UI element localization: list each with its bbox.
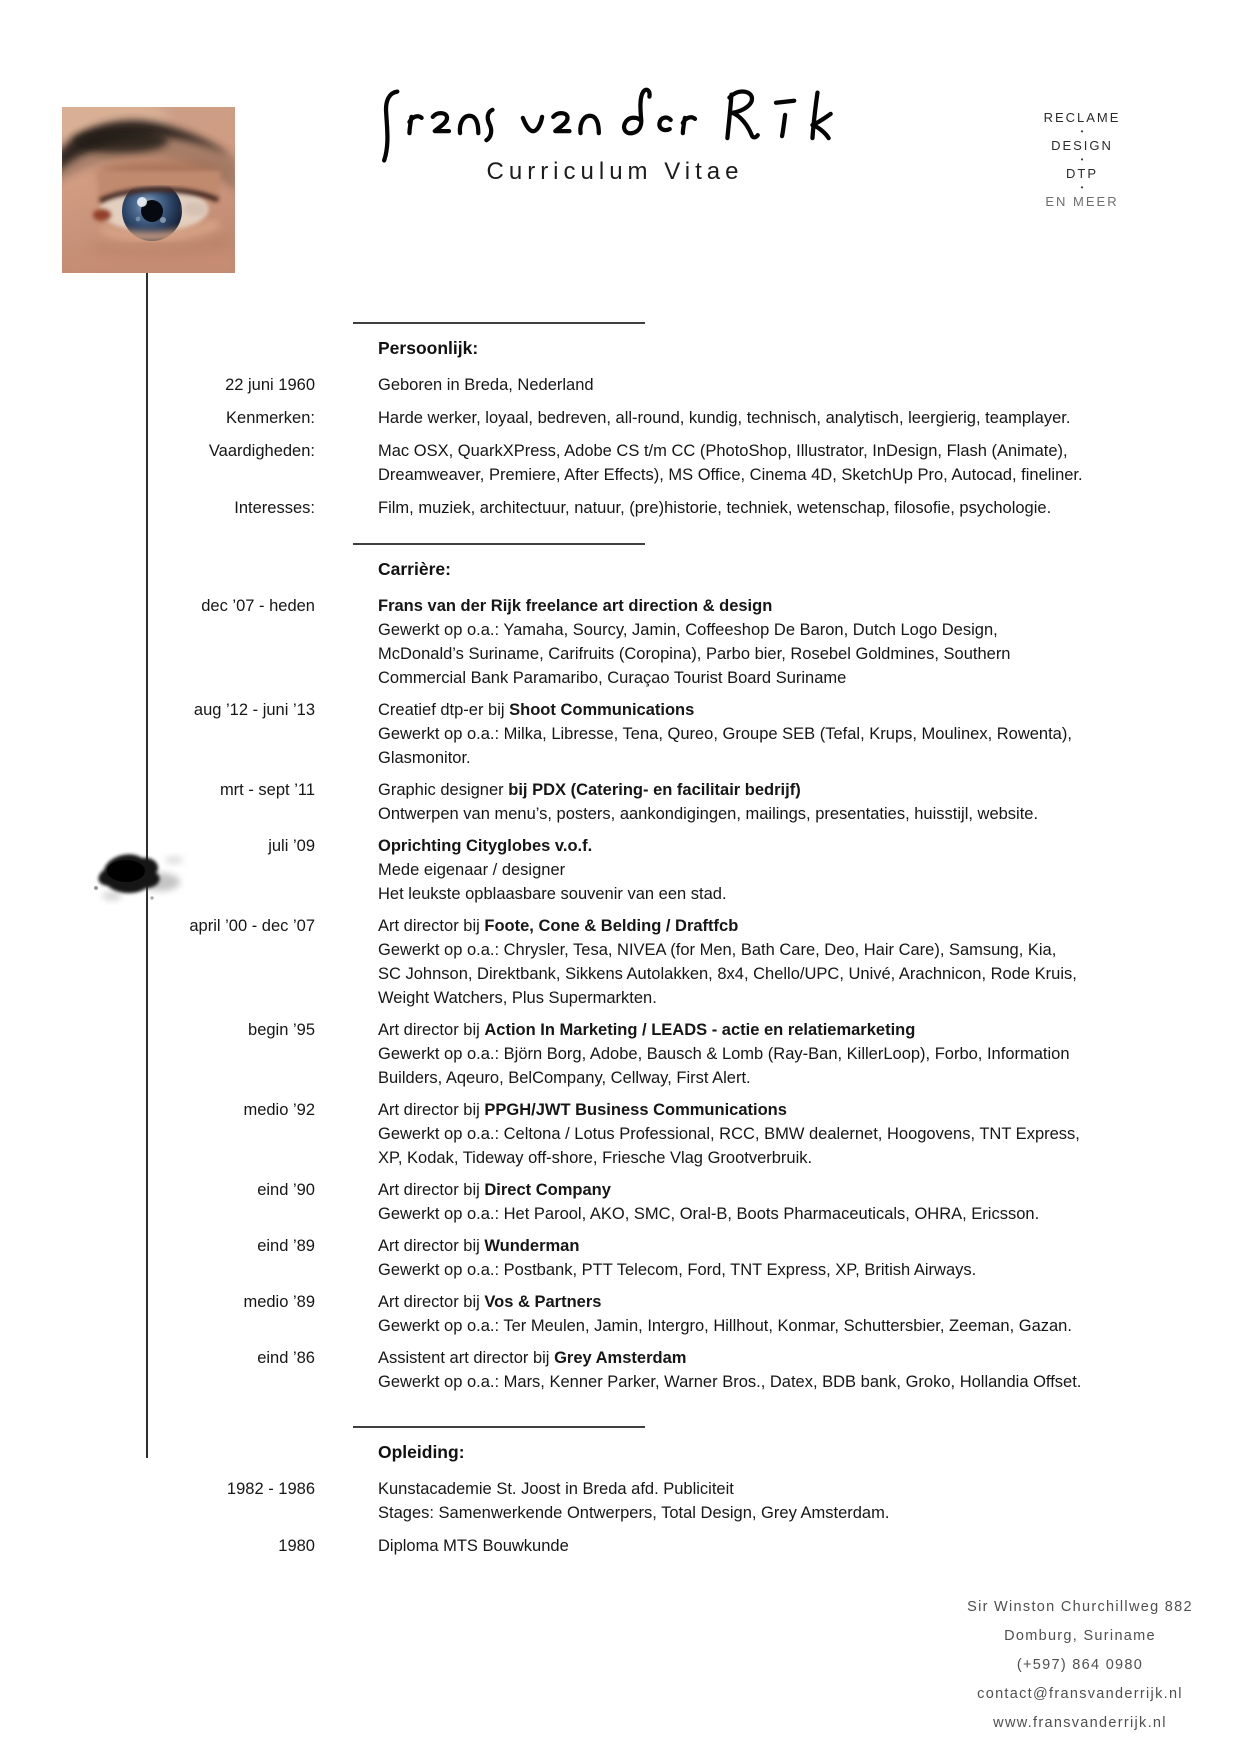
row-body: [378, 1098, 1128, 1170]
row-body: [378, 1346, 1128, 1394]
row-date-label: eind ’90: [257, 1180, 315, 1199]
row-title-bold: Vos & Partners: [484, 1292, 602, 1311]
row-line: Diploma MTS Bouwkunde: [378, 1536, 569, 1555]
row-title-text: Art director bij: [378, 1292, 485, 1311]
row-date-label: 22 juni 1960: [225, 375, 315, 394]
row-date-label: 1982 - 1986: [226, 1479, 315, 1498]
row-line: Mac OSX, QuarkXPress, Adobe CS t/m CC (PhotoShop, Illustrator, InDesign, Flash (Animate),: [378, 441, 1068, 460]
row-date-label: Vaardigheden:: [208, 441, 315, 460]
cv-row: [0, 1234, 1241, 1282]
cv-row: [0, 496, 1241, 520]
row-date-label: april ’00 - dec ’07: [189, 916, 315, 935]
row-body: [378, 1178, 1128, 1226]
row-body: [378, 594, 1128, 690]
cv-row: [0, 594, 1241, 690]
row-title-text: Art director bij: [378, 1100, 485, 1119]
row-title-text: Creatief dtp-er bij: [378, 700, 510, 719]
row-title: [378, 698, 1128, 722]
row-line: Gewerkt op o.a.: Mars, Kenner Parker, Warner Bros., Datex, BDB bank, Groko, Hollandia Offset.: [378, 1372, 1082, 1391]
row-title-bold: PPGH/JWT Business Communications: [484, 1100, 787, 1119]
row-title-bold: Oprichting Cityglobes v.o.f.: [378, 836, 593, 855]
row-title-bold: Frans van der Rijk freelance art direction & design: [378, 596, 773, 615]
row-line: Stages: Samenwerkende Ontwerpers, Total Design, Grey Amsterdam.: [378, 1503, 890, 1522]
service-separator-dot: •: [1080, 183, 1084, 192]
cv-row: [0, 834, 1241, 906]
contact-block: [880, 1593, 1241, 1738]
row-title: [378, 778, 1128, 802]
row-date-label: dec ’07 - heden: [201, 596, 315, 615]
signature-handwriting: [372, 84, 858, 166]
row-body: [378, 496, 1128, 520]
row-date-label: juli ’09: [268, 836, 315, 855]
section-rule: [353, 322, 645, 324]
cv-subtitle: Curriculum Vitae: [486, 158, 744, 185]
row-date-label: medio ’89: [243, 1292, 315, 1311]
cv-row: [0, 1018, 1241, 1090]
cv-row: [0, 778, 1241, 826]
row-line: McDonald’s Suriname, Carifruits (Coropina), Parbo bier, Rosebel Goldmines, Southern: [378, 644, 1011, 663]
row-date-label: Kenmerken:: [226, 408, 315, 427]
service-item: DESIGN: [1051, 138, 1113, 153]
row-title: [378, 914, 1128, 938]
cv-row: [0, 698, 1241, 770]
cv-row: [0, 1534, 1241, 1558]
row-title-text: Art director bij: [378, 1236, 485, 1255]
row-title-text: Graphic designer: [378, 780, 509, 799]
cv-row: [0, 1477, 1241, 1525]
contact-line: www.fransvanderrijk.nl: [993, 1715, 1167, 1731]
row-line: SC Johnson, Direktbank, Sikkens Autolakken, 8x4, Chello/UPC, Univé, Arachnicon, Rode Kruis,: [378, 964, 1077, 983]
row-line: Harde werker, loyaal, bedreven, all-round, kundig, technisch, analytisch, leergierig, teamplayer.: [378, 408, 1071, 427]
row-line: Gewerkt op o.a.: Celtona / Lotus Professional, RCC, BMW dealernet, Hoogovens, TNT Express,: [378, 1124, 1080, 1143]
row-title-text: Art director bij: [378, 1180, 485, 1199]
row-line: Film, muziek, architectuur, natuur, (pre)historie, techniek, wetenschap, filosofie, psychologie.: [378, 498, 1052, 517]
cv-row: [0, 1290, 1241, 1338]
section-heading-opleiding: Opleiding:: [378, 1441, 465, 1462]
section-carriere: [0, 543, 1241, 1402]
row-date-label: 1980: [278, 1536, 315, 1555]
row-line: Geboren in Breda, Nederland: [378, 375, 594, 394]
row-date-label: eind ’86: [257, 1348, 315, 1367]
row-title: [378, 834, 1128, 858]
row-title: [378, 1178, 1128, 1202]
section-rule: [353, 543, 645, 545]
row-date-label: medio ’92: [243, 1100, 315, 1119]
row-line: Dreamweaver, Premiere, After Effects), MS Office, Cinema 4D, SketchUp Pro, Autocad, fineliner.: [378, 465, 1083, 484]
eye-photo-image: [62, 107, 235, 273]
row-date-label: eind ’89: [257, 1236, 315, 1255]
row-body: [378, 698, 1128, 770]
section-opleiding: [0, 1426, 1241, 1567]
row-body: [378, 778, 1128, 826]
cv-row: [0, 1098, 1241, 1170]
services-block: [1002, 110, 1162, 209]
row-date-label: mrt - sept ’11: [219, 780, 315, 799]
row-body: [378, 373, 1128, 397]
cv-row: [0, 373, 1241, 397]
row-title-bold: Foote, Cone & Belding / Draftfcb: [484, 916, 739, 935]
row-body: [378, 834, 1128, 906]
row-line: Ontwerpen van menu’s, posters, aankondigingen, mailings, presentaties, huisstijl, website.: [378, 804, 1039, 823]
row-line: Gewerkt op o.a.: Het Parool, AKO, SMC, Oral-B, Boots Pharmaceuticals, OHRA, Ericsson.: [378, 1204, 1040, 1223]
cv-row: [0, 1178, 1241, 1226]
section-heading-carriere: Carrière:: [378, 558, 451, 579]
row-body: [378, 914, 1128, 1010]
row-body: [378, 406, 1128, 430]
row-line: Gewerkt op o.a.: Milka, Libresse, Tena, Qureo, Groupe SEB (Tefal, Krups, Moulinex, Rowenta),: [378, 724, 1072, 743]
row-title: [378, 1346, 1128, 1370]
row-date-label: aug ’12 - juni ’13: [193, 700, 315, 719]
cv-row: [0, 1346, 1241, 1394]
row-line: Weight Watchers, Plus Supermarkten.: [378, 988, 657, 1007]
row-line: Glasmonitor.: [378, 748, 471, 767]
service-item: EN MEER: [1045, 194, 1119, 209]
row-body: [378, 1534, 1128, 1558]
row-line: Kunstacademie St. Joost in Breda afd. Publiciteit: [378, 1479, 734, 1498]
row-line: Mede eigenaar / designer: [378, 860, 566, 879]
row-title-bold: Direct Company: [484, 1180, 611, 1199]
contact-line: Domburg, Suriname: [1004, 1628, 1156, 1644]
profile-photo: [62, 107, 235, 273]
row-line: XP, Kodak, Tideway off-shore, Friesche Vlag Grootverbruik.: [378, 1148, 813, 1167]
contact-line: contact@fransvanderrijk.nl: [977, 1686, 1183, 1702]
row-title: [378, 1098, 1128, 1122]
cv-row: [0, 439, 1241, 487]
row-title-text: Art director bij: [378, 916, 485, 935]
service-item: RECLAME: [1043, 110, 1121, 125]
row-title-bold: bij PDX (Catering- en facilitair bedrijf): [508, 780, 801, 799]
row-line: Gewerkt op o.a.: Björn Borg, Adobe, Bausch & Lomb (Ray-Ban, KillerLoop), Forbo, Information: [378, 1044, 1070, 1063]
row-title-bold: Shoot Communications: [509, 700, 695, 719]
row-line: Gewerkt op o.a.: Yamaha, Sourcy, Jamin, Coffeeshop De Baron, Dutch Logo Design,: [378, 620, 998, 639]
row-body: [378, 1290, 1128, 1338]
section-heading-persoonlijk: Persoonlijk:: [378, 337, 479, 358]
row-line: Gewerkt op o.a.: Postbank, PTT Telecom, Ford, TNT Express, XP, British Airways.: [378, 1260, 977, 1279]
row-body: [378, 439, 1128, 487]
row-line: Het leukste opblaasbare souvenir van een stad.: [378, 884, 727, 903]
row-line: Commercial Bank Paramaribo, Curaçao Tourist Board Suriname: [378, 668, 847, 687]
section-rule: [353, 1426, 645, 1428]
row-title-bold: Action In Marketing / LEADS - actie en relatiemarketing: [484, 1020, 916, 1039]
row-title: [378, 1018, 1128, 1042]
row-title-bold: Wunderman: [484, 1236, 580, 1255]
section-persoonlijk: [0, 322, 1241, 529]
cv-row: [0, 914, 1241, 1010]
service-item: DTP: [1066, 166, 1098, 181]
row-title-bold: Grey Amsterdam: [554, 1348, 687, 1367]
row-title-text: Assistent art director bij: [378, 1348, 555, 1367]
row-title-text: Art director bij: [378, 1020, 485, 1039]
row-date-label: begin ’95: [248, 1020, 315, 1039]
row-date-label: Interesses:: [234, 498, 315, 517]
row-body: [378, 1234, 1128, 1282]
contact-line: Sir Winston Churchillweg 882: [967, 1599, 1193, 1615]
row-title: [378, 1234, 1128, 1258]
row-title: [378, 594, 1128, 618]
cv-row: [0, 406, 1241, 430]
service-separator-dot: •: [1080, 155, 1084, 164]
row-title: [378, 1290, 1128, 1314]
contact-line: (+597) 864 0980: [1016, 1657, 1144, 1673]
row-body: [378, 1477, 1128, 1525]
row-line: Gewerkt op o.a.: Chrysler, Tesa, NIVEA (for Men, Bath Care, Deo, Hair Care), Samsung, Kia,: [378, 940, 1057, 959]
row-line: Builders, Aqeuro, BelCompany, Cellway, First Alert.: [378, 1068, 751, 1087]
row-body: [378, 1018, 1128, 1090]
service-separator-dot: •: [1080, 127, 1084, 136]
row-line: Gewerkt op o.a.: Ter Meulen, Jamin, Intergro, Hillhout, Konmar, Schuttersbier, Zeeman, Gazan.: [378, 1316, 1072, 1335]
